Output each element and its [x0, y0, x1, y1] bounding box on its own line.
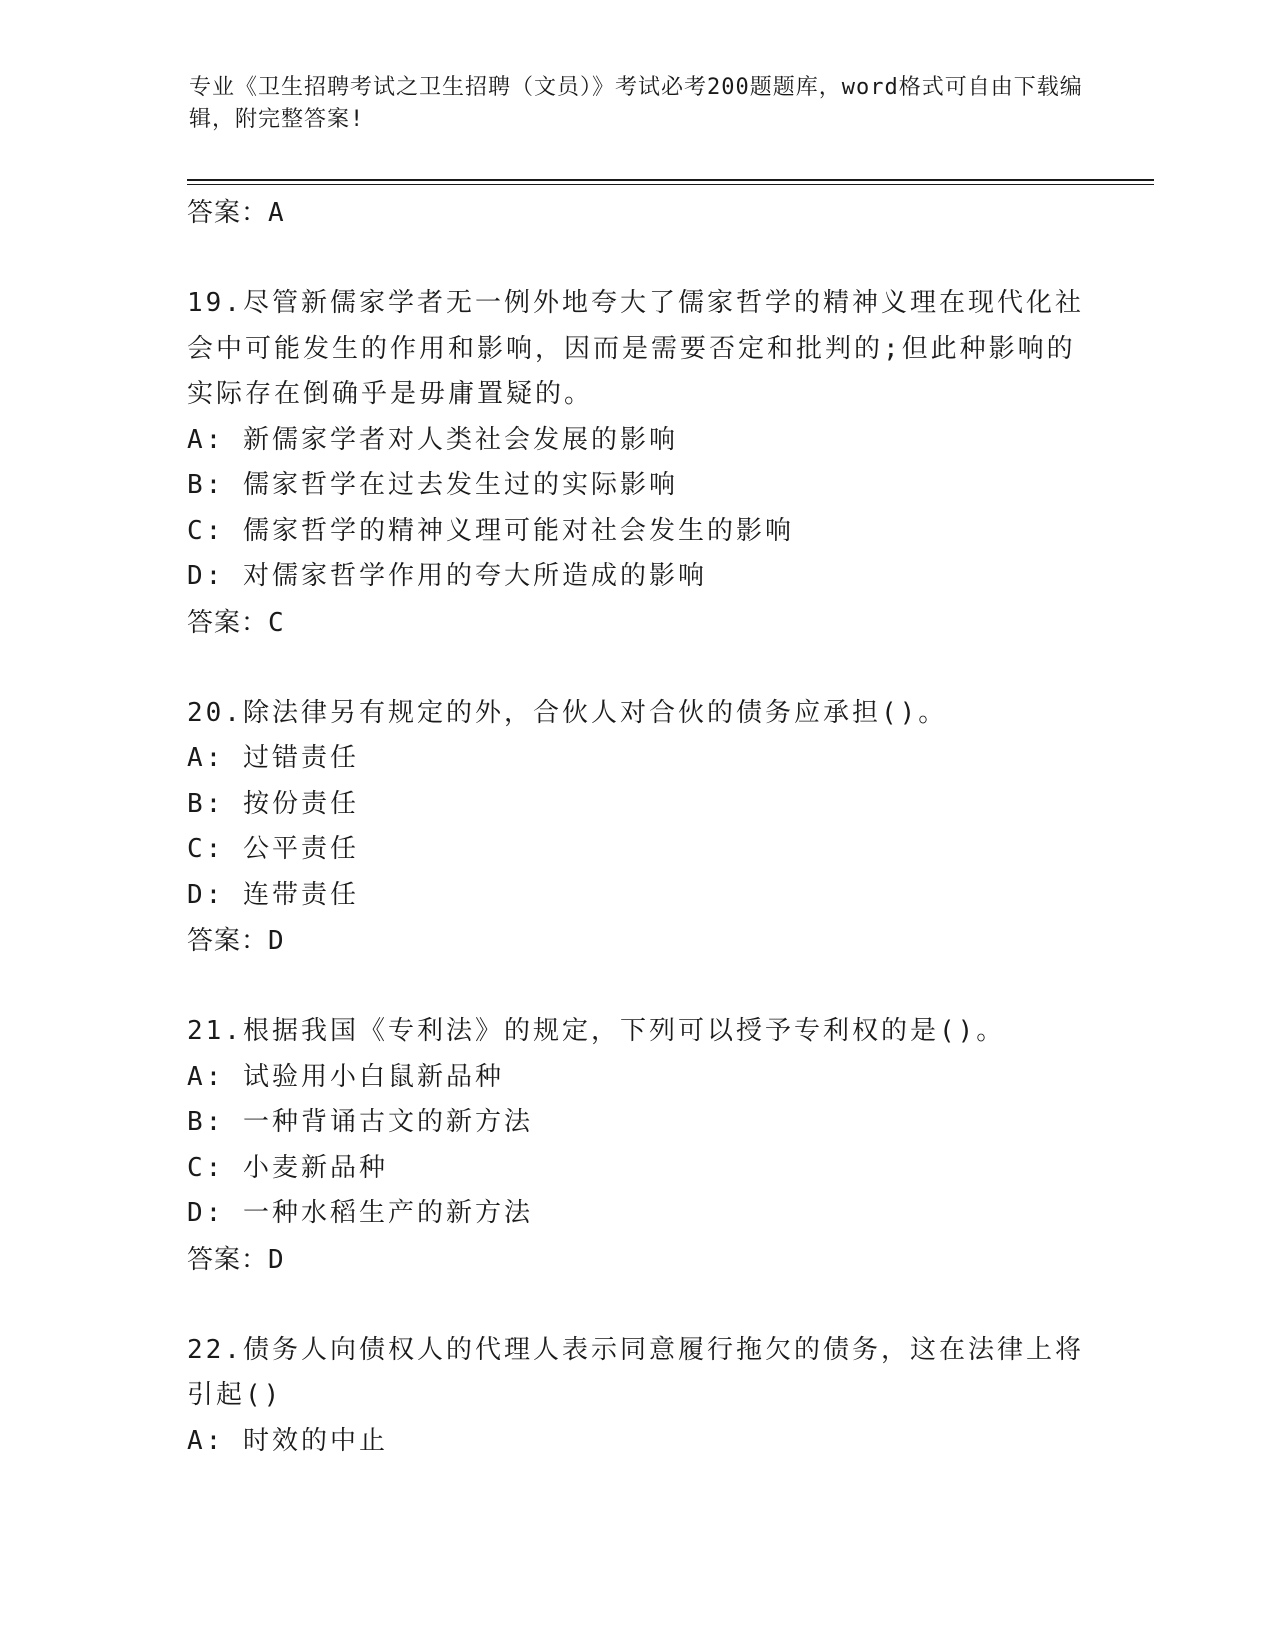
header-divider-thick [187, 179, 1154, 181]
option-d: D: 对儒家哲学作用的夸大所造成的影响 [187, 561, 707, 591]
option-a: A: 新儒家学者对人类社会发展的影响 [187, 424, 678, 455]
question-stem: 19.尽管新儒家学者无一例外地夸大了儒家哲学的精神义理在现代化社会中可能发生的作用和影响，因而是需要否定和批判的;但此种影响的实际存在倒确乎是毋庸置疑的。 [187, 288, 1084, 409]
question-stem: 21.根据我国《专利法》的规定，下列可以授予专利权的是()。 [187, 1016, 1006, 1046]
question-list [187, 190, 1087, 1464]
option-d: D: 连带责任 [187, 879, 359, 910]
option-d: D: 一种水稻生产的新方法 [187, 1198, 533, 1228]
option-c: C: 儒家哲学的精神义理可能对社会发生的影响 [187, 515, 794, 546]
option-b: B: 儒家哲学在过去发生过的实际影响 [187, 470, 678, 500]
page-header: 专业《卫生招聘考试之卫生招聘（文员）》考试必考200题题库，word格式可自由下载编辑，附完整答案! [189, 75, 1083, 132]
header-divider-thin [187, 184, 1154, 185]
option-c: C: 公平责任 [187, 834, 359, 864]
answer-label: 答案：C [187, 607, 285, 638]
option-a: A: 时效的中止 [187, 1425, 388, 1456]
question-block [187, 1009, 1087, 1283]
question-stem: 22.债务人向债权人的代理人表示同意履行拖欠的债务，这在法律上将引起() [187, 1334, 1084, 1410]
question-block [187, 691, 1087, 965]
answer-label: 答案：D [187, 1244, 285, 1275]
question-block [187, 281, 1087, 646]
answer-label: 答案：D [187, 926, 285, 956]
question-stem: 20.除法律另有规定的外，合伙人对合伙的债务应承担()。 [187, 697, 948, 728]
answer-label: 答案：A [187, 198, 285, 228]
option-b: B: 按份责任 [187, 788, 359, 819]
option-c: C: 小麦新品种 [187, 1152, 388, 1183]
question-block [187, 1328, 1087, 1465]
option-a: A: 试验用小白鼠新品种 [187, 1061, 504, 1092]
option-a: A: 过错责任 [187, 743, 359, 773]
option-b: B: 一种背诵古文的新方法 [187, 1107, 533, 1137]
